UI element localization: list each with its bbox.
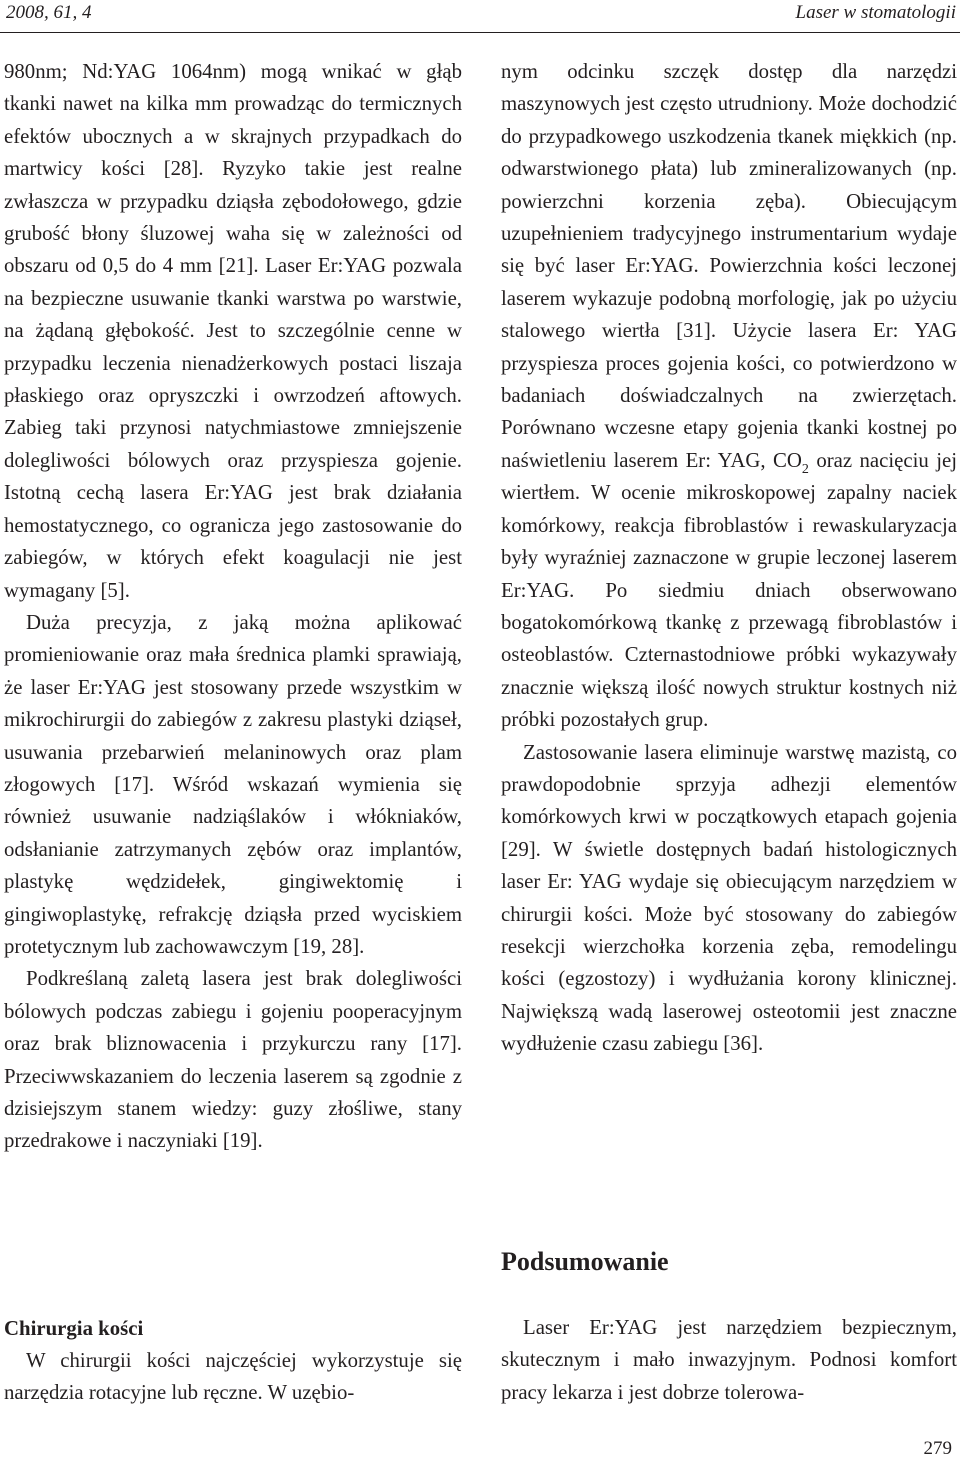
section-heading-summary: Podsumowanie bbox=[501, 1247, 669, 1276]
right-column-section bbox=[501, 1312, 957, 1409]
paragraph: Podkreślaną zaletą lasera jest brak dolegliwości bólowych podczas zabiegu i gojeniu pooperacyjnym oraz brak bliznowacenia i przykurczu rany [17]. Przeciwwskazaniem do leczenia laserem są zgodnie z dzisiejszym stanem wiedzy: guzy złośliwe, stany przedrakowe i naczyniaki [19]. bbox=[4, 967, 462, 1153]
page-number: 279 bbox=[923, 1438, 952, 1459]
paragraph: W chirurgii kości najczęściej wykorzystuje się narzędzia rotacyjne lub ręczne. W uzębio- bbox=[4, 1349, 462, 1405]
paragraph: Laser Er:YAG jest narzędziem bezpiecznym, skutecznym i mało inwazyjnym. Podnosi komfort pracy lekarza i jest dobrze tolerowa- bbox=[501, 1316, 957, 1404]
header-rule bbox=[0, 32, 960, 33]
running-title: Laser w stomatologii bbox=[795, 2, 956, 23]
paragraph: 980nm; Nd:YAG 1064nm) mogą wnikać w głąb tkanki nawet na kilka mm prowadząc do termicznych efektów ubocznych a w skrajnych przypadkach do martwicy kości [28]. Ryzyko takie jest realne zwłaszcza w przypadku dziąsła zębodołowego, gdzie grubość błony śluzowej waha się w zależności od obszaru od 0,5 do 4 mm [21]. Laser Er:YAG pozwala na bezpieczne usuwanie tkanki warstwa po warstwie, na żądaną głębokość. Jest to szczególnie cenne w przypadku leczenia nienadżerkowych postaci liszaja płaskiego oraz opryszczki i owrzodzeń aftowych. Zabieg taki przynosi natychmiastowe zmniejszenie dolegliwości bólowych oraz przyspiesza gojenie. Istotną cechą lasera Er:YAG jest brak działania hemostatycznego, co ogranicza jego zastosowanie do zabiegów, w których efekt koagulacji nie jest wymagany [5]. bbox=[4, 60, 462, 602]
paragraph-text: nym odcinku szczęk dostęp dla narzędzi maszynowych jest często utrudniony. Może dochodzić do przypadkowego uszkodzenia tkanek miękkich (np. odwarstwionego płata) lub zmineralizowanych (np. powierzchni korzenia zęba). Obiecującym uzupełnieniem tradycyjnego instrumentarium wydaje się być laser Er:YAG. Powierzchnia kości leczonej laserem wykazuje podobną morfologię, jak po użyciu stalowego wiertła [31]. Użycie lasera Er: YAG przyspiesza proces gojenia kości, co potwierdzono w badaniach doświadczalnych na zwierzętach. Porównano wczesne etapy gojenia tkanki kostnej po naświetleniu laserem Er: YAG, CO bbox=[501, 60, 957, 472]
paragraph bbox=[501, 56, 957, 737]
paragraph-text: oraz nacięciu jej wiertłem. W ocenie mikroskopowej zapalny naciek komórkowy, reakcja fibroblastów i rewaskularyzacja były wyraźniej zaznaczone w grupie leczonej laserem Er:YAG. Po siedmiu dniach obserwowano bogatokomórkową tkankę z przewagą fibroblastów i osteoblastów. Czternastodniowe próbki wykazywały znacznie większą ilość nowych struktur kostnych niż próbki pozostałych grup. bbox=[501, 448, 957, 732]
paragraph: Duża precyzja, z jaką można aplikować promieniowanie oraz mała średnica plamki sprawiają, że laser Er:YAG jest stosowany przede wszystkim w mikrochirurgii do zabiegów z zakresu plastyki dziąseł, usuwania przebarwień melaninowych oraz plam złogowych [17]. Wśród wskazań wymienia się również usuwanie nadziąślaków i włókniaków, odsłanianie zatrzymanych zębów oraz implantów, plastykę wędzidełek, gingiwektomię i gingiwoplastykę, refrakcję dziąsła przed wyciskiem protetycznym lub zachowawczym [19, 28]. bbox=[4, 610, 462, 958]
right-column bbox=[501, 56, 957, 1061]
left-column-section bbox=[4, 1345, 462, 1410]
paragraph: Zastosowanie lasera eliminuje warstwę mazistą, co prawdopodobnie sprzyja adhezji elementów komórkowych krwi w początkowych etapach gojenia [29]. W świetle dostępnych badań histologicznych laser Er: YAG wydaje się obiecującym narzędziem w chirurgii kości. Może być stosowany do zabiegów resekcji wierzchołka korzenia zęba, remodelingu kości (egzostozy) i wydłużania korony klinicznej. Największą wadą laserowej osteotomii jest znaczne wydłużenie czasu zabiegu [36]. bbox=[501, 740, 957, 1056]
subscript: 2 bbox=[801, 461, 809, 477]
left-column bbox=[4, 56, 462, 1158]
journal-issue: 2008, 61, 4 bbox=[6, 2, 92, 23]
section-heading-bone-surgery: Chirurgia kości bbox=[4, 1317, 144, 1340]
